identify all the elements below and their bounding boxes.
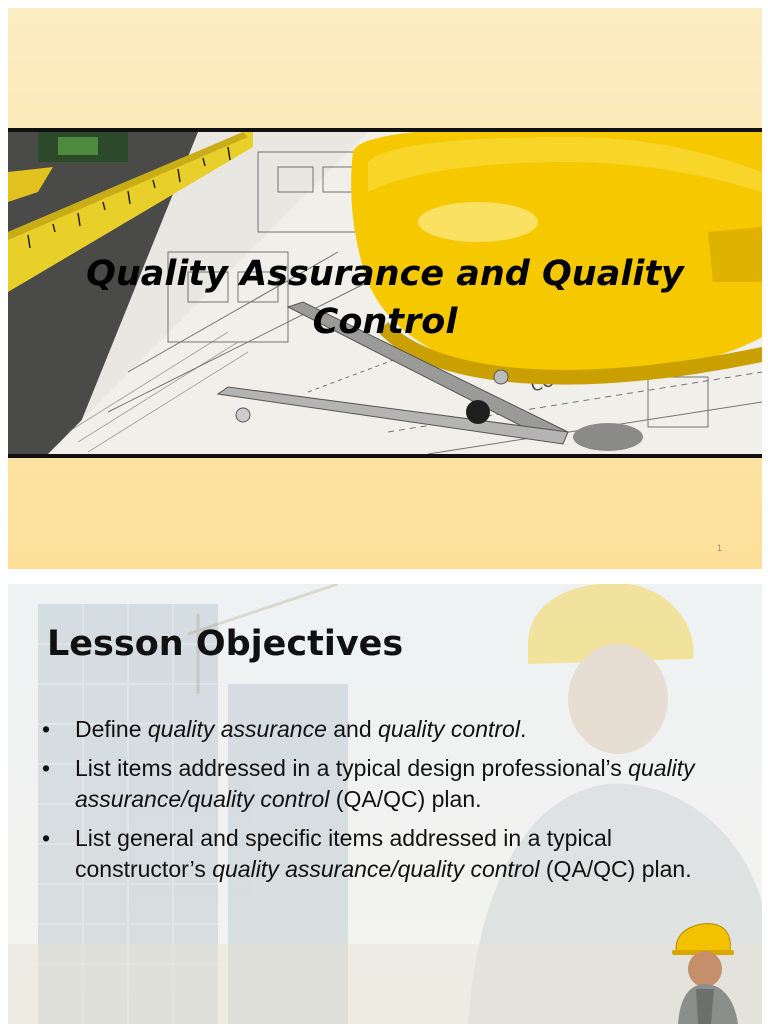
title-slide [8, 8, 762, 569]
page-number: 1 [716, 543, 722, 553]
list-item: • List general and specific items addressed in a typical constructor’s quality assurance/quality control (QA/QC) plan. [42, 825, 692, 882]
objectives-list [38, 714, 738, 893]
slide-title [28, 250, 742, 346]
list-item: • Define quality assurance and quality control. [38, 714, 738, 745]
bullet-icon: • [42, 716, 51, 742]
bullet-icon: • [42, 825, 51, 851]
bullet-icon: • [42, 755, 51, 781]
objectives-slide [8, 584, 762, 1024]
lesson-objectives-heading: Lesson Objectives [47, 624, 404, 664]
slide-title-line-1: Quality Assurance and Quality [86, 254, 684, 294]
slide-title-line-2: Control [312, 302, 458, 342]
list-item: • List items addressed in a typical design professional’s quality assurance/quality control (QA/QC) plan. [42, 755, 695, 812]
